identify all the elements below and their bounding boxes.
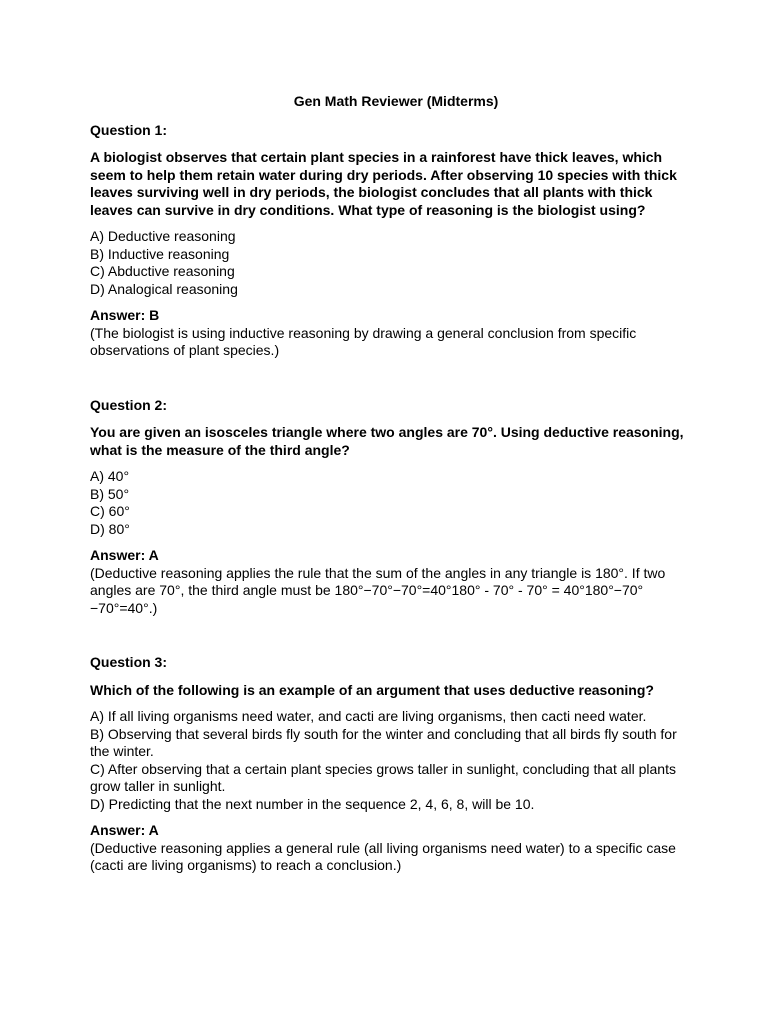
question-block bbox=[90, 122, 690, 360]
answer-options bbox=[90, 228, 690, 298]
question-spacer bbox=[90, 360, 690, 397]
question-heading: Question 3: bbox=[90, 654, 168, 670]
document-page bbox=[90, 93, 690, 875]
option-c: C) 60° bbox=[90, 503, 130, 519]
answer-explanation: (Deductive reasoning applies a general rule (all living organisms need water) to a specific case (cacti are living organisms) to reach a conclusion.) bbox=[90, 839, 676, 873]
answer-label: Answer: A bbox=[90, 547, 159, 563]
answer-options bbox=[90, 708, 690, 813]
answer-label: Answer: B bbox=[90, 307, 160, 323]
answer-explanation: (Deductive reasoning applies the rule that the sum of the angles in any triangle is 180°. If two angles are 70°, the third angle must be 180°−70°−70°=40°180° - 70° - 70° = 40°180°−70°−70°=40°.) bbox=[90, 564, 666, 616]
question-spacer bbox=[90, 617, 690, 654]
answer-label: Answer: A bbox=[90, 822, 159, 838]
question-block bbox=[90, 654, 690, 875]
question-block bbox=[90, 397, 690, 618]
option-b: B) Inductive reasoning bbox=[90, 245, 230, 262]
option-d: D) 80° bbox=[90, 520, 130, 537]
answer-options bbox=[90, 468, 690, 538]
answer-explanation: (The biologist is using inductive reasoning by drawing a general conclusion from specific observations of plant species.) bbox=[90, 324, 637, 358]
option-b: B) 50° bbox=[90, 485, 130, 502]
option-d: D) Predicting that the next number in the sequence 2, 4, 6, 8, will be 10. bbox=[90, 795, 535, 812]
question-text: A biologist observes that certain plant species in a rainforest have thick leaves, which seem to help them retain water during dry periods. After observing 10 species with thick leaves surviving well in dry periods, the biologist concludes that all plants with thick leaves can survive in dry conditions. What type of reasoning is the biologist using? bbox=[90, 149, 677, 218]
question-text: Which of the following is an example of an argument that uses deductive reasoning? bbox=[90, 681, 654, 698]
option-c: C) After observing that a certain plant species grows taller in sunlight, concluding that all plants grow taller in sunlight. bbox=[90, 760, 676, 794]
option-c: C) Abductive reasoning bbox=[90, 263, 235, 279]
option-d: D) Analogical reasoning bbox=[90, 280, 238, 297]
document-title: Gen Math Reviewer (Midterms) bbox=[293, 93, 499, 109]
option-b: B) Observing that several birds fly south for the winter and concluding that all birds fly south for the winter. bbox=[90, 725, 677, 759]
option-a: A) 40° bbox=[90, 468, 130, 484]
question-heading: Question 2: bbox=[90, 396, 168, 413]
option-a: A) Deductive reasoning bbox=[90, 228, 236, 244]
question-heading: Question 1: bbox=[90, 121, 168, 138]
question-text: You are given an isosceles triangle where two angles are 70°. Using deductive reasoning, what is the measure of the third angle? bbox=[90, 424, 684, 458]
option-a: A) If all living organisms need water, and cacti are living organisms, then cacti need water. bbox=[90, 708, 647, 724]
